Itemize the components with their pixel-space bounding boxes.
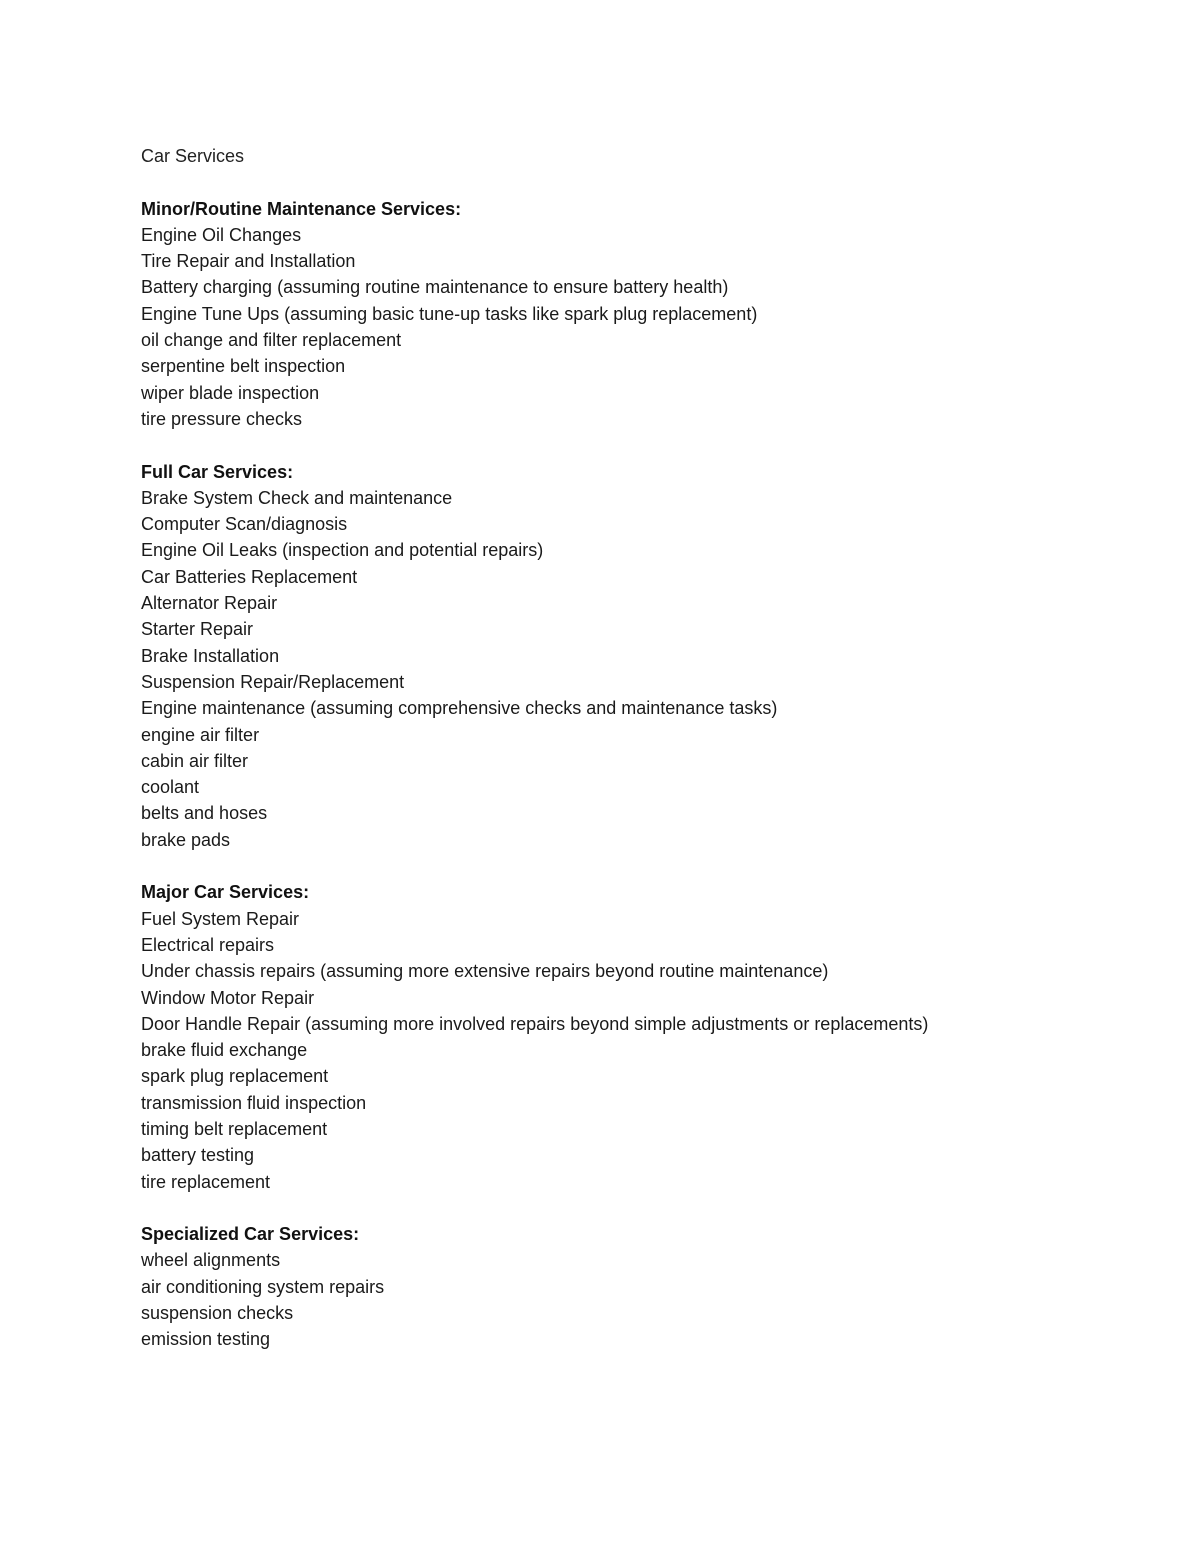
service-section [141, 1221, 1141, 1352]
service-list-item: air conditioning system repairs [141, 1276, 385, 1297]
service-list-item: Tire Repair and Installation [141, 251, 356, 272]
service-list-item: Car Batteries Replacement [141, 566, 358, 587]
service-list-item: transmission fluid inspection [141, 1092, 367, 1113]
service-list-item: Suspension Repair/Replacement [141, 671, 405, 692]
document-title: Car Services [141, 146, 245, 166]
service-list-item: brake fluid exchange [141, 1040, 308, 1061]
service-list-item: brake pads [141, 829, 231, 850]
service-list-item: Starter Repair [141, 619, 254, 640]
service-list-item: Under chassis repairs (assuming more extensive repairs beyond routine maintenance) [141, 961, 829, 982]
service-list-item: timing belt replacement [141, 1118, 328, 1139]
service-list-item: Window Motor Repair [141, 987, 315, 1008]
service-list-item: Computer Scan/diagnosis [141, 514, 348, 535]
service-list-item: suspension checks [141, 1303, 294, 1324]
service-list-item: tire replacement [141, 1171, 271, 1192]
service-list-item: Alternator Repair [141, 593, 278, 614]
service-section [141, 196, 1141, 433]
service-list-item: tire pressure checks [141, 408, 303, 429]
service-list-item: wiper blade inspection [141, 382, 320, 403]
service-list-item: battery testing [141, 1145, 255, 1166]
service-list-item: engine air filter [141, 724, 260, 745]
service-list [141, 485, 1141, 853]
service-list-item: Fuel System Repair [141, 908, 300, 929]
service-list-item: Engine Oil Leaks (inspection and potential repairs) [141, 540, 544, 561]
section-heading: Minor/Routine Maintenance Services: [141, 198, 462, 219]
sections-container [141, 196, 1141, 1353]
service-list-item: Brake Installation [141, 645, 280, 666]
service-list-item: Engine maintenance (assuming comprehensive checks and maintenance tasks) [141, 698, 778, 719]
service-list [141, 906, 1141, 1195]
service-list [141, 222, 1141, 432]
service-list-item: emission testing [141, 1329, 271, 1350]
section-heading: Specialized Car Services: [141, 1224, 360, 1245]
service-list-item: Electrical repairs [141, 934, 275, 955]
service-list-item: serpentine belt inspection [141, 356, 346, 377]
service-list-item: belts and hoses [141, 803, 268, 824]
service-section [141, 879, 1141, 1195]
service-list-item: spark plug replacement [141, 1066, 329, 1087]
service-section [141, 459, 1141, 853]
service-list [141, 1247, 1141, 1352]
service-list-item: Door Handle Repair (assuming more involved repairs beyond simple adjustments or replacements) [141, 1013, 929, 1034]
service-list-item: cabin air filter [141, 750, 249, 771]
service-list-item: oil change and filter replacement [141, 330, 402, 351]
section-heading: Major Car Services: [141, 882, 310, 903]
service-list-item: wheel alignments [141, 1250, 281, 1271]
service-list-item: Battery charging (assuming routine maintenance to ensure battery health) [141, 277, 729, 298]
document-body [141, 143, 1141, 1353]
service-list-item: coolant [141, 777, 200, 798]
service-list-item: Engine Oil Changes [141, 224, 302, 245]
service-list-item: Brake System Check and maintenance [141, 487, 453, 508]
section-heading: Full Car Services: [141, 461, 294, 482]
service-list-item: Engine Tune Ups (assuming basic tune-up tasks like spark plug replacement) [141, 303, 758, 324]
